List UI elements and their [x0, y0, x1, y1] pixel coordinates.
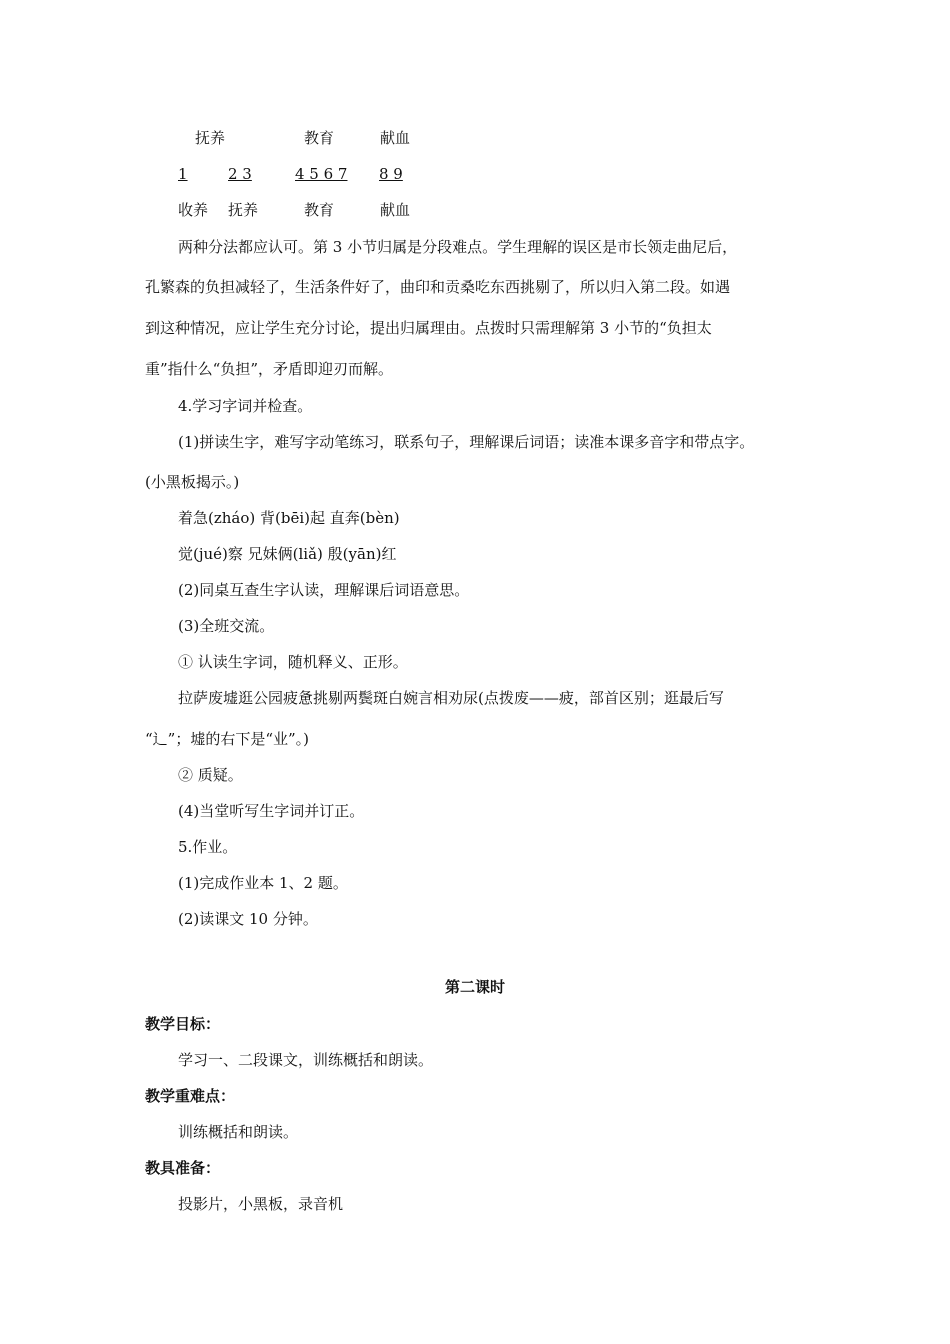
step-4-1: (1)拼读生字，难写字动笔练习，联系句子，理解课后词语；读准本课多音字和带点字。 — [178, 433, 755, 451]
paragraph-line: 到这种情况，应让学生充分讨论，提出归属理由。点拨时只需理解第 3 小节的“负担太 — [145, 319, 712, 337]
group-number-2: 2 3 — [228, 165, 252, 183]
goal-heading: 教学目标： — [145, 1015, 221, 1033]
group-label-xianxue: 献血 — [380, 129, 411, 147]
group-label-shouyang: 收养 — [178, 201, 209, 219]
step-4-3: (3)全班交流。 — [178, 617, 275, 635]
paragraph-line: 两种分法都应认可。第 3 小节归属是分段难点。学生理解的误区是市长领走曲尼后， — [178, 238, 738, 256]
step-4-1-note: (小黑板揭示。) — [145, 473, 240, 491]
paragraph-line: 孔繁森的负担减轻了，生活条件好了，曲印和贡桑吃东西挑剔了，所以归入第二段。如遇 — [145, 278, 731, 296]
step-5-2: (2)读课文 10 分钟。 — [178, 910, 318, 928]
group-number-1: 1 — [178, 165, 188, 183]
word-list-line: “辶”；墟的右下是“业”。) — [145, 730, 310, 748]
step-4-2: (2)同桌互查生字认读，理解课后词语意思。 — [178, 581, 470, 599]
pinyin-line-1: 着急(zháo) 背(bēi)起 直奔(bèn) — [178, 509, 400, 527]
step-5-heading: 5.作业。 — [178, 838, 238, 856]
word-list-line: 拉萨废墟逛公园疲惫挑剔两鬓斑白婉言相劝尿(点拨废——疲，部首区别；逛最后写 — [178, 689, 724, 707]
group-label-fuyang-2: 抚养 — [228, 201, 259, 219]
goal-text: 学习一、二段课文，训练概括和朗读。 — [178, 1051, 434, 1069]
group-label-jiaoyu: 教育 — [304, 129, 335, 147]
group-number-3: 4 5 6 7 — [295, 165, 348, 183]
key-points-text: 训练概括和朗读。 — [178, 1123, 299, 1141]
group-label-fuyang: 抚养 — [195, 129, 226, 147]
step-4-heading: 4.学习字词并检查。 — [178, 397, 313, 415]
paragraph-line: 重”指什么“负担”，矛盾即迎刃而解。 — [145, 360, 394, 378]
group-label-jiaoyu-2: 教育 — [304, 201, 335, 219]
sub-item-1: ① 认读生字词，随机释义、正形。 — [178, 653, 408, 671]
step-4-4: (4)当堂听写生字词并订正。 — [178, 802, 365, 820]
tools-text: 投影片，小黑板，录音机 — [178, 1195, 344, 1213]
sub-item-2: ② 质疑。 — [178, 766, 243, 784]
group-label-xianxue-2: 献血 — [380, 201, 411, 219]
pinyin-line-2: 觉(jué)察 兄妹俩(liǎ) 殷(yān)红 — [178, 545, 397, 563]
step-5-1: (1)完成作业本 1、2 题。 — [178, 874, 348, 892]
key-points-heading: 教学重难点： — [145, 1087, 236, 1105]
group-number-4: 8 9 — [379, 165, 403, 183]
tools-heading: 教具准备： — [145, 1159, 221, 1177]
lesson-title: 第二课时 — [444, 978, 505, 996]
